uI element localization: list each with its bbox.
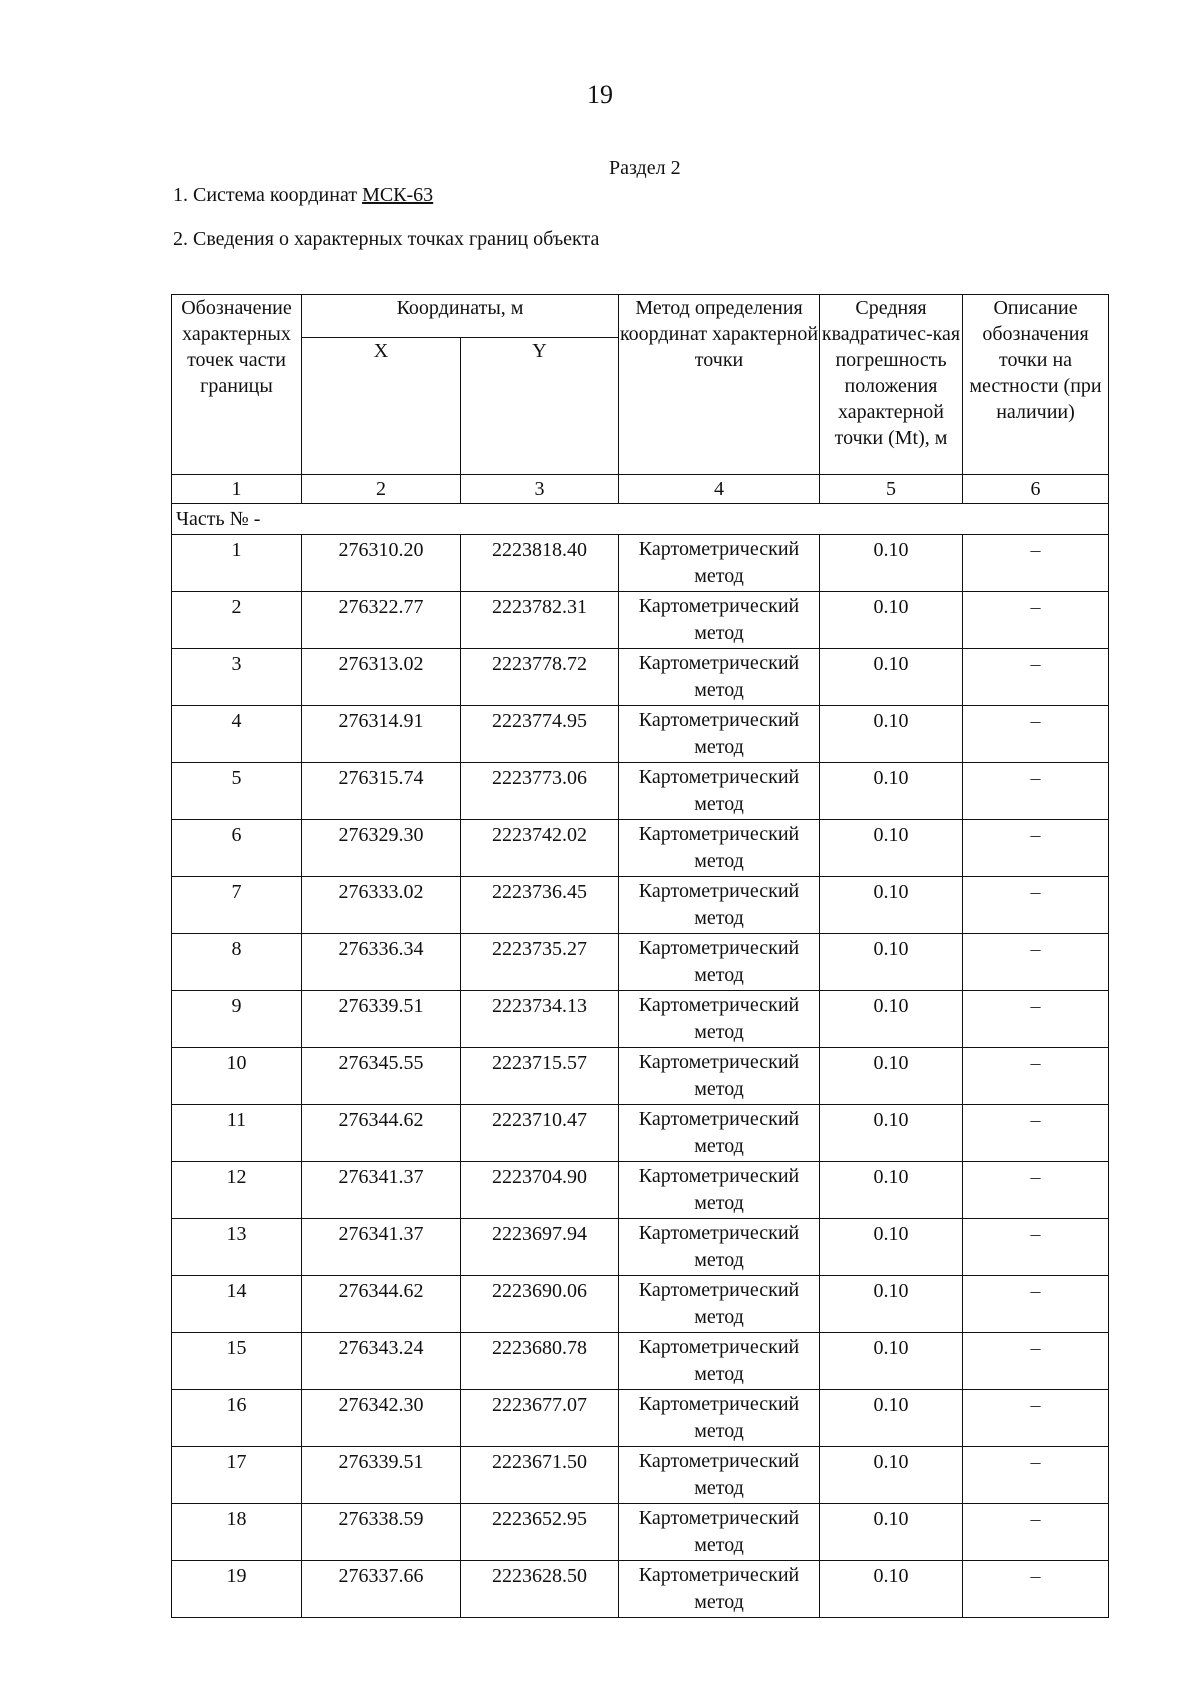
method-cell: Картометрический метод [619,1105,820,1162]
accuracy-cell: 0.10 [820,1105,963,1162]
accuracy-cell: 0.10 [820,877,963,934]
part-label: Часть № - [172,504,1109,535]
y-coordinate-cell: 2223671.50 [461,1447,619,1504]
accuracy-cell: 0.10 [820,1390,963,1447]
y-coordinate-cell: 2223782.31 [461,592,619,649]
description-cell: – [963,763,1109,820]
column-number: 6 [963,475,1109,504]
y-coordinate-cell: 2223773.06 [461,763,619,820]
table-row [172,592,1109,649]
header-y: Y [461,338,619,475]
description-cell: – [963,1504,1109,1561]
accuracy-cell: 0.10 [820,649,963,706]
part-row [172,504,1109,535]
description-cell: – [963,1105,1109,1162]
method-cell: Картометрический метод [619,934,820,991]
accuracy-cell: 0.10 [820,820,963,877]
x-coordinate-cell: 276313.02 [302,649,461,706]
table-row [172,649,1109,706]
accuracy-cell: 0.10 [820,1504,963,1561]
boundary-points-heading: 2. Сведения о характерных точках границ объекта [173,228,600,250]
header-accuracy: Средняя квадратичес-кая погрешность положения характерной точки (Mt), м [820,295,963,475]
x-coordinate-cell: 276333.02 [302,877,461,934]
y-coordinate-cell: 2223715.57 [461,1048,619,1105]
coordinate-system-label: 1. Система координат [173,184,363,206]
accuracy-cell: 0.10 [820,1333,963,1390]
header-method: Метод определения координат характерной точки [619,295,820,475]
method-cell: Картометрический метод [619,991,820,1048]
point-number-cell: 5 [172,763,302,820]
column-number-row [172,475,1109,504]
table-row [172,1504,1109,1561]
point-number-cell: 3 [172,649,302,706]
point-number-cell: 11 [172,1105,302,1162]
x-coordinate-cell: 276310.20 [302,535,461,592]
method-cell: Картометрический метод [619,820,820,877]
table-row [172,934,1109,991]
point-number-cell: 16 [172,1390,302,1447]
description-cell: – [963,1048,1109,1105]
x-coordinate-cell: 276315.74 [302,763,461,820]
x-coordinate-cell: 276345.55 [302,1048,461,1105]
method-cell: Картометрический метод [619,1276,820,1333]
table-row [172,991,1109,1048]
accuracy-cell: 0.10 [820,1162,963,1219]
table-row [172,1276,1109,1333]
y-coordinate-cell: 2223742.02 [461,820,619,877]
description-cell: – [963,877,1109,934]
method-cell: Картометрический метод [619,1048,820,1105]
y-coordinate-cell: 2223680.78 [461,1333,619,1390]
point-number-cell: 6 [172,820,302,877]
y-coordinate-cell: 2223677.07 [461,1390,619,1447]
method-cell: Картометрический метод [619,1561,820,1618]
point-number-cell: 8 [172,934,302,991]
column-number: 4 [619,475,820,504]
header-point-designation: Обозначение характерных точек части границы [172,295,302,475]
method-cell: Картометрический метод [619,1333,820,1390]
method-cell: Картометрический метод [619,535,820,592]
description-cell: – [963,649,1109,706]
table-row [172,1105,1109,1162]
method-cell: Картометрический метод [619,1504,820,1561]
description-cell: – [963,820,1109,877]
column-number: 2 [302,475,461,504]
table-row [172,1162,1109,1219]
table-row [172,877,1109,934]
method-cell: Картометрический метод [619,1162,820,1219]
y-coordinate-cell: 2223774.95 [461,706,619,763]
y-coordinate-cell: 2223710.47 [461,1105,619,1162]
y-coordinate-cell: 2223628.50 [461,1561,619,1618]
coordinate-system-value: МСК-63 [362,184,434,206]
method-cell: Картометрический метод [619,877,820,934]
point-number-cell: 7 [172,877,302,934]
method-cell: Картометрический метод [619,1219,820,1276]
accuracy-cell: 0.10 [820,1276,963,1333]
x-coordinate-cell: 276341.37 [302,1219,461,1276]
x-coordinate-cell: 276343.24 [302,1333,461,1390]
y-coordinate-cell: 2223778.72 [461,649,619,706]
accuracy-cell: 0.10 [820,535,963,592]
table-row [172,1390,1109,1447]
x-coordinate-cell: 276314.91 [302,706,461,763]
description-cell: – [963,1447,1109,1504]
y-coordinate-cell: 2223652.95 [461,1504,619,1561]
x-coordinate-cell: 276337.66 [302,1561,461,1618]
description-cell: – [963,1390,1109,1447]
table-row [172,535,1109,592]
x-coordinate-cell: 276338.59 [302,1504,461,1561]
coordinate-system-line [173,184,433,207]
point-number-cell: 2 [172,592,302,649]
point-number-cell: 4 [172,706,302,763]
table-row [172,763,1109,820]
point-number-cell: 9 [172,991,302,1048]
accuracy-cell: 0.10 [820,1048,963,1105]
x-coordinate-cell: 276322.77 [302,592,461,649]
table-row [172,1561,1109,1618]
description-cell: – [963,991,1109,1048]
method-cell: Картометрический метод [619,1447,820,1504]
boundary-points-table [171,294,1109,1618]
y-coordinate-cell: 2223736.45 [461,877,619,934]
x-coordinate-cell: 276336.34 [302,934,461,991]
accuracy-cell: 0.10 [820,1219,963,1276]
point-number-cell: 14 [172,1276,302,1333]
header-x: X [302,338,461,475]
description-cell: – [963,1162,1109,1219]
description-cell: – [963,535,1109,592]
description-cell: – [963,1219,1109,1276]
x-coordinate-cell: 276342.30 [302,1390,461,1447]
x-coordinate-cell: 276339.51 [302,991,461,1048]
header-description: Описание обозначения точки на местности (при наличии) [963,295,1109,475]
point-number-cell: 10 [172,1048,302,1105]
table-row [172,1048,1109,1105]
accuracy-cell: 0.10 [820,763,963,820]
method-cell: Картометрический метод [619,763,820,820]
description-cell: – [963,592,1109,649]
point-number-cell: 12 [172,1162,302,1219]
description-cell: – [963,706,1109,763]
method-cell: Картометрический метод [619,649,820,706]
x-coordinate-cell: 276329.30 [302,820,461,877]
point-number-cell: 13 [172,1219,302,1276]
description-cell: – [963,1276,1109,1333]
accuracy-cell: 0.10 [820,706,963,763]
table-row [172,820,1109,877]
header-coordinates: Координаты, м [302,295,619,338]
method-cell: Картометрический метод [619,706,820,763]
accuracy-cell: 0.10 [820,1561,963,1618]
point-number-cell: 1 [172,535,302,592]
section-title: Раздел 2 [609,157,681,179]
x-coordinate-cell: 276339.51 [302,1447,461,1504]
table-row [172,706,1109,763]
point-number-cell: 19 [172,1561,302,1618]
column-number: 1 [172,475,302,504]
y-coordinate-cell: 2223690.06 [461,1276,619,1333]
x-coordinate-cell: 276341.37 [302,1162,461,1219]
page-number: 19 [587,80,613,109]
method-cell: Картометрический метод [619,592,820,649]
point-number-cell: 18 [172,1504,302,1561]
column-number: 5 [820,475,963,504]
table-row [172,1219,1109,1276]
method-cell: Картометрический метод [619,1390,820,1447]
description-cell: – [963,934,1109,991]
y-coordinate-cell: 2223697.94 [461,1219,619,1276]
accuracy-cell: 0.10 [820,1447,963,1504]
y-coordinate-cell: 2223734.13 [461,991,619,1048]
description-cell: – [963,1333,1109,1390]
point-number-cell: 15 [172,1333,302,1390]
y-coordinate-cell: 2223704.90 [461,1162,619,1219]
description-cell: – [963,1561,1109,1618]
accuracy-cell: 0.10 [820,991,963,1048]
table-row [172,1447,1109,1504]
accuracy-cell: 0.10 [820,934,963,991]
x-coordinate-cell: 276344.62 [302,1276,461,1333]
y-coordinate-cell: 2223735.27 [461,934,619,991]
accuracy-cell: 0.10 [820,592,963,649]
point-number-cell: 17 [172,1447,302,1504]
x-coordinate-cell: 276344.62 [302,1105,461,1162]
y-coordinate-cell: 2223818.40 [461,535,619,592]
column-number: 3 [461,475,619,504]
table-row [172,1333,1109,1390]
